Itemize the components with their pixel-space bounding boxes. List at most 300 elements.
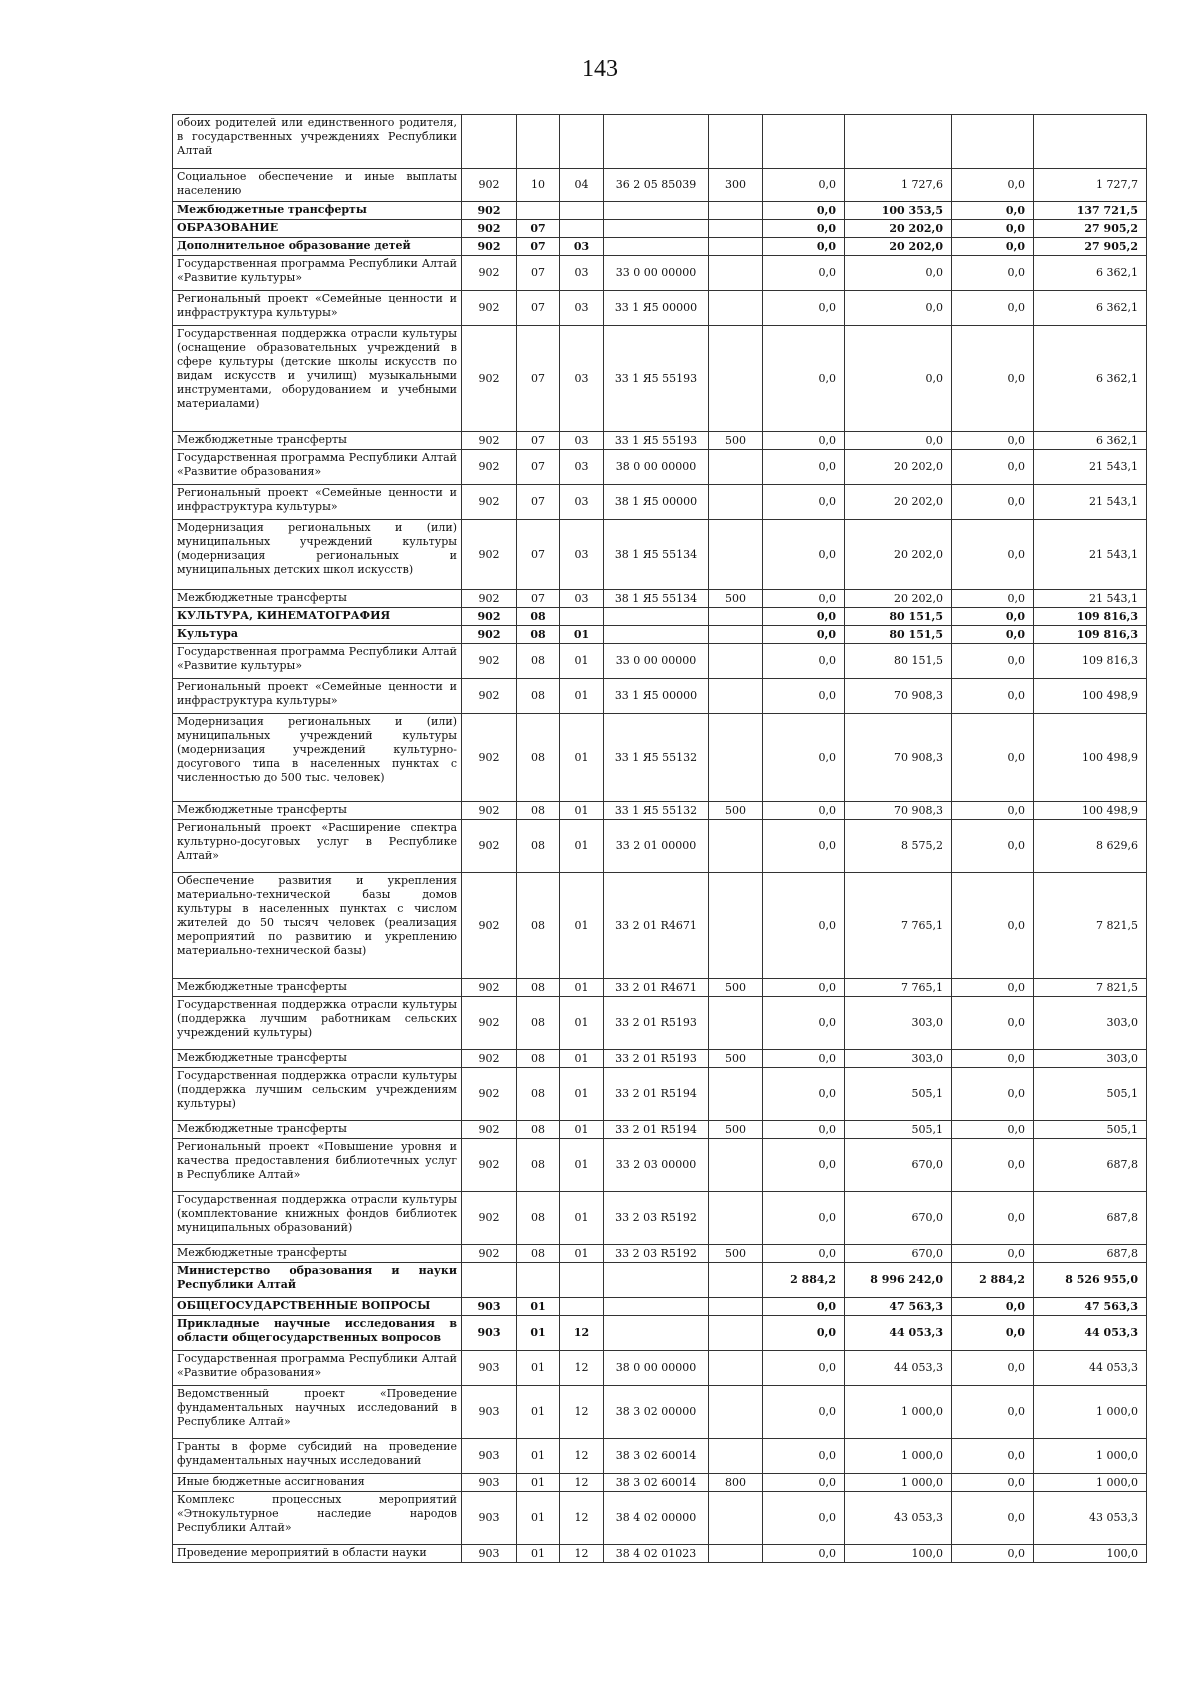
row-name: Ведомственный проект «Проведение фундаментальных научных исследований в Республике Алтай»: [173, 1386, 462, 1439]
table-row: [173, 644, 1147, 679]
row-value-3: 0,0: [952, 450, 1034, 485]
row-value-4: 7 821,5: [1034, 873, 1147, 979]
row-name: Государственная поддержка отрасли культуры (поддержка лучшим работникам сельских учреждений культуры): [173, 997, 462, 1050]
row-subsection: [560, 220, 604, 238]
row-grbs: 902: [462, 802, 517, 820]
row-value-2: 670,0: [845, 1192, 952, 1245]
row-value-2: 80 151,5: [845, 608, 952, 626]
row-name: Министерство образования и науки Республики Алтай: [173, 1263, 462, 1298]
row-value-3: 0,0: [952, 1139, 1034, 1192]
row-target-article: [604, 1298, 709, 1316]
row-subsection: [560, 202, 604, 220]
row-grbs: 903: [462, 1474, 517, 1492]
row-value-1: 0,0: [763, 1545, 845, 1563]
row-value-2: 1 727,6: [845, 169, 952, 202]
row-name: обоих родителей или единственного родителя, в государственных учреждениях Республики Алтай: [173, 115, 462, 169]
table-row: [173, 256, 1147, 291]
row-grbs: 902: [462, 520, 517, 590]
row-value-4: 6 362,1: [1034, 326, 1147, 432]
row-value-4: 27 905,2: [1034, 238, 1147, 256]
row-subsection: 01: [560, 1050, 604, 1068]
row-value-2: 20 202,0: [845, 450, 952, 485]
row-value-4: 7 821,5: [1034, 979, 1147, 997]
row-expense-type: [709, 1492, 763, 1545]
row-section: 08: [517, 1050, 560, 1068]
row-subsection: 12: [560, 1474, 604, 1492]
row-section: 07: [517, 238, 560, 256]
row-grbs: 902: [462, 326, 517, 432]
row-value-2: 7 765,1: [845, 979, 952, 997]
row-name: Межбюджетные трансферты: [173, 979, 462, 997]
row-name: Государственная поддержка отрасли культуры (оснащение образовательных учреждений в сфере культуры (детские школы искусств по видам искусств и училищ) музыкальными инструментами, оборудованием и учебными материалами): [173, 326, 462, 432]
row-value-4: 687,8: [1034, 1192, 1147, 1245]
row-subsection: 03: [560, 238, 604, 256]
table-row: [173, 520, 1147, 590]
row-value-2: 0,0: [845, 432, 952, 450]
row-target-article: 33 2 01 R5194: [604, 1121, 709, 1139]
row-expense-type: [709, 644, 763, 679]
table-row: [173, 679, 1147, 714]
table-row: [173, 485, 1147, 520]
row-name: Гранты в форме субсидий на проведение фундаментальных научных исследований: [173, 1439, 462, 1474]
row-value-4: 1 000,0: [1034, 1439, 1147, 1474]
row-name: Региональный проект «Расширение спектра культурно-досуговых услуг в Республике Алтай»: [173, 820, 462, 873]
row-value-4: 6 362,1: [1034, 432, 1147, 450]
row-expense-type: [709, 291, 763, 326]
table-row: [173, 1439, 1147, 1474]
row-value-1: 0,0: [763, 802, 845, 820]
row-expense-type: [709, 220, 763, 238]
row-value-4: 100,0: [1034, 1545, 1147, 1563]
row-expense-type: [709, 997, 763, 1050]
row-subsection: 01: [560, 714, 604, 802]
row-expense-type: [709, 1068, 763, 1121]
row-target-article: 33 2 01 00000: [604, 820, 709, 873]
row-value-4: 21 543,1: [1034, 520, 1147, 590]
row-value-1: 0,0: [763, 202, 845, 220]
row-target-article: 33 1 Я5 00000: [604, 679, 709, 714]
row-grbs: 903: [462, 1386, 517, 1439]
row-grbs: [462, 1263, 517, 1298]
row-subsection: 01: [560, 1068, 604, 1121]
row-value-4: 137 721,5: [1034, 202, 1147, 220]
row-subsection: 01: [560, 979, 604, 997]
row-value-2: 1 000,0: [845, 1386, 952, 1439]
row-value-1: 0,0: [763, 1351, 845, 1386]
row-expense-type: [709, 1439, 763, 1474]
row-subsection: [560, 115, 604, 169]
row-expense-type: [709, 485, 763, 520]
row-name: Региональный проект «Семейные ценности и инфраструктура культуры»: [173, 485, 462, 520]
row-value-4: 21 543,1: [1034, 450, 1147, 485]
row-section: 08: [517, 979, 560, 997]
row-subsection: 12: [560, 1351, 604, 1386]
row-value-2: 1 000,0: [845, 1474, 952, 1492]
table-row: [173, 1492, 1147, 1545]
table-row: [173, 1068, 1147, 1121]
row-section: 08: [517, 608, 560, 626]
row-grbs: 902: [462, 485, 517, 520]
row-name: Иные бюджетные ассигнования: [173, 1474, 462, 1492]
row-expense-type: [709, 1298, 763, 1316]
row-subsection: 01: [560, 997, 604, 1050]
row-subsection: [560, 1263, 604, 1298]
row-name: Обеспечение развития и укрепления материально-технической базы домов культуры в населенных пунктах с числом жителей до 50 тысяч человек (реализация мероприятий по развитию и укреплению материально-технической базы): [173, 873, 462, 979]
row-target-article: [604, 608, 709, 626]
row-section: 07: [517, 590, 560, 608]
row-value-3: 0,0: [952, 1351, 1034, 1386]
row-value-1: 0,0: [763, 220, 845, 238]
row-grbs: 902: [462, 644, 517, 679]
row-grbs: 902: [462, 873, 517, 979]
row-section: 01: [517, 1298, 560, 1316]
row-grbs: 902: [462, 1121, 517, 1139]
row-grbs: 902: [462, 820, 517, 873]
row-section: 08: [517, 802, 560, 820]
row-value-1: 0,0: [763, 590, 845, 608]
row-target-article: 33 0 00 00000: [604, 644, 709, 679]
row-section: 07: [517, 256, 560, 291]
row-value-3: 0,0: [952, 1298, 1034, 1316]
row-value-3: [952, 115, 1034, 169]
row-value-1: 0,0: [763, 820, 845, 873]
row-value-1: 0,0: [763, 1139, 845, 1192]
row-section: 01: [517, 1351, 560, 1386]
row-expense-type: 500: [709, 1050, 763, 1068]
row-value-2: [845, 115, 952, 169]
row-section: 07: [517, 291, 560, 326]
row-grbs: 902: [462, 1245, 517, 1263]
row-section: 07: [517, 485, 560, 520]
row-grbs: 903: [462, 1492, 517, 1545]
row-value-4: 505,1: [1034, 1068, 1147, 1121]
row-subsection: 01: [560, 626, 604, 644]
table-row: [173, 1474, 1147, 1492]
row-section: 08: [517, 714, 560, 802]
row-section: [517, 115, 560, 169]
row-value-2: 505,1: [845, 1121, 952, 1139]
row-section: 01: [517, 1316, 560, 1351]
row-value-1: 0,0: [763, 979, 845, 997]
row-value-1: 0,0: [763, 520, 845, 590]
row-expense-type: [709, 679, 763, 714]
table-row: [173, 997, 1147, 1050]
row-value-4: 109 816,3: [1034, 644, 1147, 679]
row-target-article: 33 2 01 R5193: [604, 997, 709, 1050]
row-value-3: 0,0: [952, 997, 1034, 1050]
table-row: [173, 1263, 1147, 1298]
row-value-4: 1 000,0: [1034, 1474, 1147, 1492]
row-value-4: 505,1: [1034, 1121, 1147, 1139]
row-value-4: [1034, 115, 1147, 169]
row-value-4: 8 526 955,0: [1034, 1263, 1147, 1298]
row-subsection: 01: [560, 1139, 604, 1192]
row-expense-type: [709, 1545, 763, 1563]
row-name: Межбюджетные трансферты: [173, 802, 462, 820]
table-row: [173, 873, 1147, 979]
row-grbs: 902: [462, 432, 517, 450]
row-expense-type: [709, 1386, 763, 1439]
row-grbs: 903: [462, 1298, 517, 1316]
row-subsection: 01: [560, 1245, 604, 1263]
row-expense-type: [709, 714, 763, 802]
row-name: Межбюджетные трансферты: [173, 432, 462, 450]
row-subsection: 12: [560, 1316, 604, 1351]
row-name: КУЛЬТУРА, КИНЕМАТОГРАФИЯ: [173, 608, 462, 626]
row-expense-type: [709, 1351, 763, 1386]
row-value-2: 303,0: [845, 1050, 952, 1068]
row-expense-type: [709, 873, 763, 979]
row-subsection: 04: [560, 169, 604, 202]
row-value-3: 0,0: [952, 802, 1034, 820]
row-target-article: 33 2 03 R5192: [604, 1192, 709, 1245]
row-value-2: 7 765,1: [845, 873, 952, 979]
row-value-1: 0,0: [763, 169, 845, 202]
row-value-2: 505,1: [845, 1068, 952, 1121]
row-section: [517, 202, 560, 220]
row-value-2: 0,0: [845, 291, 952, 326]
row-value-1: 0,0: [763, 1316, 845, 1351]
row-value-2: 100 353,5: [845, 202, 952, 220]
row-value-2: 80 151,5: [845, 626, 952, 644]
row-name: Государственная программа Республики Алтай «Развитие образования»: [173, 450, 462, 485]
row-target-article: 38 1 Я5 55134: [604, 520, 709, 590]
row-value-3: 0,0: [952, 485, 1034, 520]
row-grbs: 902: [462, 1050, 517, 1068]
row-value-1: 0,0: [763, 1192, 845, 1245]
row-section: 08: [517, 1139, 560, 1192]
row-value-4: 100 498,9: [1034, 714, 1147, 802]
row-value-3: 0,0: [952, 1545, 1034, 1563]
row-target-article: 33 2 01 R4671: [604, 873, 709, 979]
row-value-3: 0,0: [952, 1121, 1034, 1139]
row-value-4: 687,8: [1034, 1139, 1147, 1192]
row-section: 01: [517, 1386, 560, 1439]
row-value-4: 47 563,3: [1034, 1298, 1147, 1316]
row-expense-type: 800: [709, 1474, 763, 1492]
row-subsection: 01: [560, 873, 604, 979]
row-name: Культура: [173, 626, 462, 644]
table-row: [173, 979, 1147, 997]
row-target-article: [604, 115, 709, 169]
row-value-3: 0,0: [952, 1386, 1034, 1439]
row-value-1: [763, 115, 845, 169]
row-name: Региональный проект «Семейные ценности и инфраструктура культуры»: [173, 679, 462, 714]
row-section: [517, 1263, 560, 1298]
row-value-2: 20 202,0: [845, 220, 952, 238]
row-target-article: 38 1 Я5 00000: [604, 485, 709, 520]
row-value-4: 6 362,1: [1034, 256, 1147, 291]
row-grbs: 902: [462, 1139, 517, 1192]
row-target-article: 38 4 02 01023: [604, 1545, 709, 1563]
row-value-1: 0,0: [763, 626, 845, 644]
row-subsection: 03: [560, 520, 604, 590]
row-grbs: 902: [462, 679, 517, 714]
row-target-article: 33 1 Я5 55132: [604, 714, 709, 802]
row-grbs: 903: [462, 1439, 517, 1474]
row-expense-type: [709, 1192, 763, 1245]
row-expense-type: [709, 202, 763, 220]
row-target-article: 33 2 03 00000: [604, 1139, 709, 1192]
row-section: 01: [517, 1545, 560, 1563]
row-target-article: 38 1 Я5 55134: [604, 590, 709, 608]
row-name: Межбюджетные трансферты: [173, 1050, 462, 1068]
row-target-article: [604, 202, 709, 220]
page-number: 143: [582, 56, 618, 82]
row-name: Модернизация региональных и (или) муниципальных учреждений культуры (модернизация учреждений культурно-досугового типа в населенных пунктах с численностью до 500 тыс. человек): [173, 714, 462, 802]
row-expense-type: [709, 520, 763, 590]
row-grbs: 902: [462, 450, 517, 485]
row-grbs: 902: [462, 590, 517, 608]
row-name: ОБЩЕГОСУДАРСТВЕННЫЕ ВОПРОСЫ: [173, 1298, 462, 1316]
row-grbs: 902: [462, 291, 517, 326]
row-target-article: [604, 1263, 709, 1298]
row-expense-type: [709, 820, 763, 873]
table-row: [173, 432, 1147, 450]
table-row: [173, 169, 1147, 202]
row-grbs: 902: [462, 238, 517, 256]
table-row: [173, 820, 1147, 873]
row-subsection: 01: [560, 1121, 604, 1139]
row-expense-type: [709, 626, 763, 644]
row-expense-type: 500: [709, 802, 763, 820]
row-value-1: 0,0: [763, 714, 845, 802]
row-value-4: 100 498,9: [1034, 679, 1147, 714]
row-value-3: 0,0: [952, 220, 1034, 238]
row-subsection: 01: [560, 820, 604, 873]
row-expense-type: 500: [709, 432, 763, 450]
row-target-article: 33 1 Я5 55193: [604, 432, 709, 450]
row-subsection: [560, 608, 604, 626]
row-expense-type: 500: [709, 590, 763, 608]
table-row: [173, 626, 1147, 644]
budget-table: [172, 114, 1147, 1563]
row-section: 08: [517, 997, 560, 1050]
table-row: [173, 1139, 1147, 1192]
row-subsection: 01: [560, 802, 604, 820]
row-expense-type: 500: [709, 1121, 763, 1139]
row-section: 07: [517, 220, 560, 238]
row-subsection: 01: [560, 679, 604, 714]
row-subsection: 01: [560, 644, 604, 679]
row-value-2: 670,0: [845, 1139, 952, 1192]
row-section: 08: [517, 1068, 560, 1121]
row-name: Региональный проект «Семейные ценности и инфраструктура культуры»: [173, 291, 462, 326]
row-value-4: 44 053,3: [1034, 1316, 1147, 1351]
row-value-1: 0,0: [763, 1121, 845, 1139]
row-subsection: 03: [560, 432, 604, 450]
row-value-3: 0,0: [952, 520, 1034, 590]
row-value-2: 44 053,3: [845, 1316, 952, 1351]
row-section: 08: [517, 644, 560, 679]
row-name: Межбюджетные трансферты: [173, 590, 462, 608]
row-name: Комплекс процессных мероприятий «Этнокультурное наследие народов Республики Алтай»: [173, 1492, 462, 1545]
row-value-2: 47 563,3: [845, 1298, 952, 1316]
row-value-4: 43 053,3: [1034, 1492, 1147, 1545]
row-value-1: 0,0: [763, 1439, 845, 1474]
row-value-3: 0,0: [952, 644, 1034, 679]
row-name: Региональный проект «Повышение уровня и качества предоставления библиотечных услуг в Республике Алтай»: [173, 1139, 462, 1192]
row-value-3: 0,0: [952, 169, 1034, 202]
row-grbs: 902: [462, 626, 517, 644]
row-value-2: 43 053,3: [845, 1492, 952, 1545]
row-value-4: 8 629,6: [1034, 820, 1147, 873]
row-subsection: 03: [560, 256, 604, 291]
row-grbs: 902: [462, 714, 517, 802]
row-name: Социальное обеспечение и иные выплаты населению: [173, 169, 462, 202]
row-section: 01: [517, 1492, 560, 1545]
row-subsection: 03: [560, 590, 604, 608]
row-grbs: 903: [462, 1545, 517, 1563]
row-name: Государственная поддержка отрасли культуры (комплектование книжных фондов библиотек муниципальных образований): [173, 1192, 462, 1245]
row-value-2: 80 151,5: [845, 644, 952, 679]
row-value-3: 0,0: [952, 291, 1034, 326]
row-value-1: 0,0: [763, 679, 845, 714]
row-value-2: 0,0: [845, 256, 952, 291]
row-value-2: 70 908,3: [845, 802, 952, 820]
row-value-2: 20 202,0: [845, 238, 952, 256]
row-value-2: 70 908,3: [845, 714, 952, 802]
row-target-article: 33 2 01 R5194: [604, 1068, 709, 1121]
row-value-3: 0,0: [952, 1474, 1034, 1492]
row-value-1: 0,0: [763, 1050, 845, 1068]
row-value-2: 20 202,0: [845, 520, 952, 590]
row-value-3: 0,0: [952, 979, 1034, 997]
row-value-1: 0,0: [763, 1068, 845, 1121]
table-row: [173, 220, 1147, 238]
row-value-4: 44 053,3: [1034, 1351, 1147, 1386]
row-section: 01: [517, 1474, 560, 1492]
row-value-1: 0,0: [763, 997, 845, 1050]
row-value-2: 100,0: [845, 1545, 952, 1563]
row-value-3: 0,0: [952, 820, 1034, 873]
row-target-article: 38 3 02 60014: [604, 1474, 709, 1492]
row-value-1: 0,0: [763, 1386, 845, 1439]
row-subsection: 03: [560, 450, 604, 485]
row-target-article: 33 2 01 R5193: [604, 1050, 709, 1068]
row-subsection: [560, 1298, 604, 1316]
row-value-3: 0,0: [952, 238, 1034, 256]
row-value-1: 0,0: [763, 485, 845, 520]
row-value-3: 0,0: [952, 608, 1034, 626]
table-row: [173, 714, 1147, 802]
row-target-article: [604, 220, 709, 238]
row-section: 08: [517, 873, 560, 979]
row-value-3: 0,0: [952, 432, 1034, 450]
row-target-article: 38 4 02 00000: [604, 1492, 709, 1545]
table-row: [173, 1545, 1147, 1563]
row-target-article: 38 0 00 00000: [604, 450, 709, 485]
row-value-1: 0,0: [763, 450, 845, 485]
row-name: Проведение мероприятий в области науки: [173, 1545, 462, 1563]
row-grbs: 902: [462, 979, 517, 997]
row-target-article: [604, 238, 709, 256]
row-grbs: 902: [462, 202, 517, 220]
row-target-article: 38 0 00 00000: [604, 1351, 709, 1386]
row-grbs: 902: [462, 997, 517, 1050]
row-target-article: 33 2 03 R5192: [604, 1245, 709, 1263]
row-value-1: 0,0: [763, 291, 845, 326]
row-value-4: 109 816,3: [1034, 608, 1147, 626]
row-value-1: 0,0: [763, 1245, 845, 1263]
row-value-2: 1 000,0: [845, 1439, 952, 1474]
budget-table-body: [173, 115, 1147, 1563]
row-target-article: [604, 626, 709, 644]
row-expense-type: [709, 1139, 763, 1192]
row-name: Дополнительное образование детей: [173, 238, 462, 256]
row-subsection: 03: [560, 485, 604, 520]
row-grbs: [462, 115, 517, 169]
